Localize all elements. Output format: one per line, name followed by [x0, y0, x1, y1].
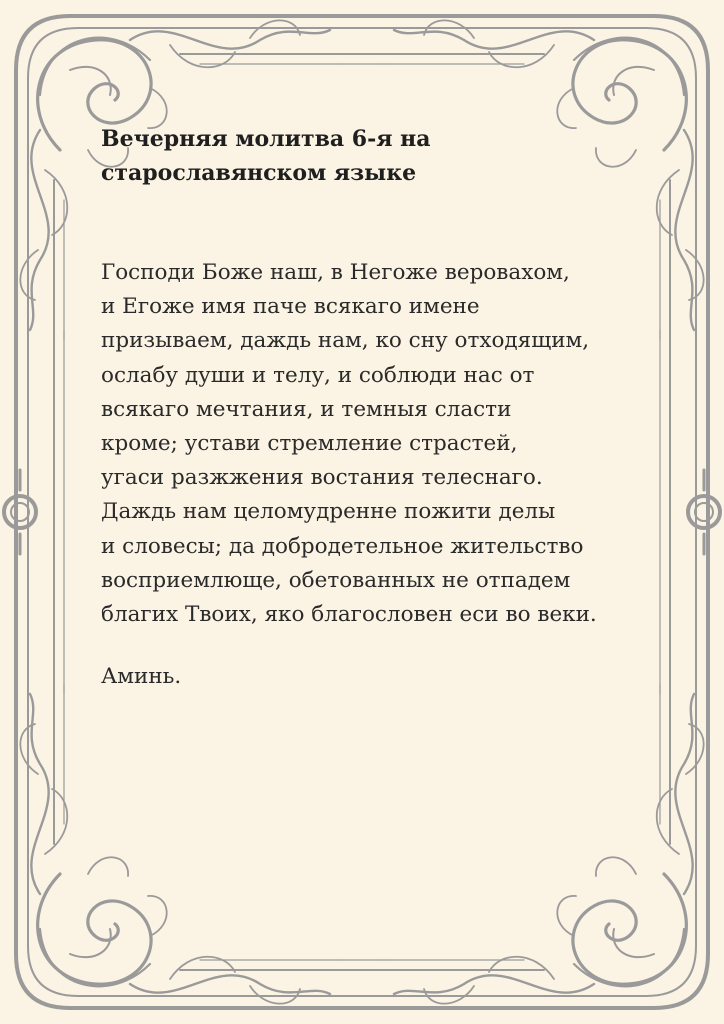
prayer-line: всякаго мечтания, и темныя сласти — [101, 396, 512, 422]
prayer-line: и словесы; да добродетельное жительство — [101, 533, 584, 559]
page-title — [101, 122, 561, 190]
prayer-line: угаси разжжения востания телеснаго. — [101, 465, 543, 491]
prayer-line: восприемлюще, обетованных не отпадем — [101, 567, 571, 593]
prayer-line: кроме; устави стремление страстей, — [101, 431, 518, 457]
prayer-line: призываем, даждь нам, ко сну отходящим, — [101, 328, 590, 354]
prayer-line: Даждь нам целомудренне пожити делы — [101, 499, 556, 525]
prayer-line: и Егоже имя паче всякаго имене — [101, 294, 480, 320]
prayer-text — [101, 256, 681, 632]
amen-closing: Аминь. — [101, 664, 182, 689]
prayer-line: благих Твоих, яко благословен еси во веки. — [101, 602, 597, 628]
prayer-line: Господи Боже наш, в Негоже веровахом, — [101, 260, 570, 285]
prayer-line: ослабу души и телу, и соблюди нас от — [101, 362, 535, 388]
title-line: Вечерняя молитва 6-я на — [101, 126, 431, 152]
title-line: старославянском языке — [101, 160, 417, 186]
